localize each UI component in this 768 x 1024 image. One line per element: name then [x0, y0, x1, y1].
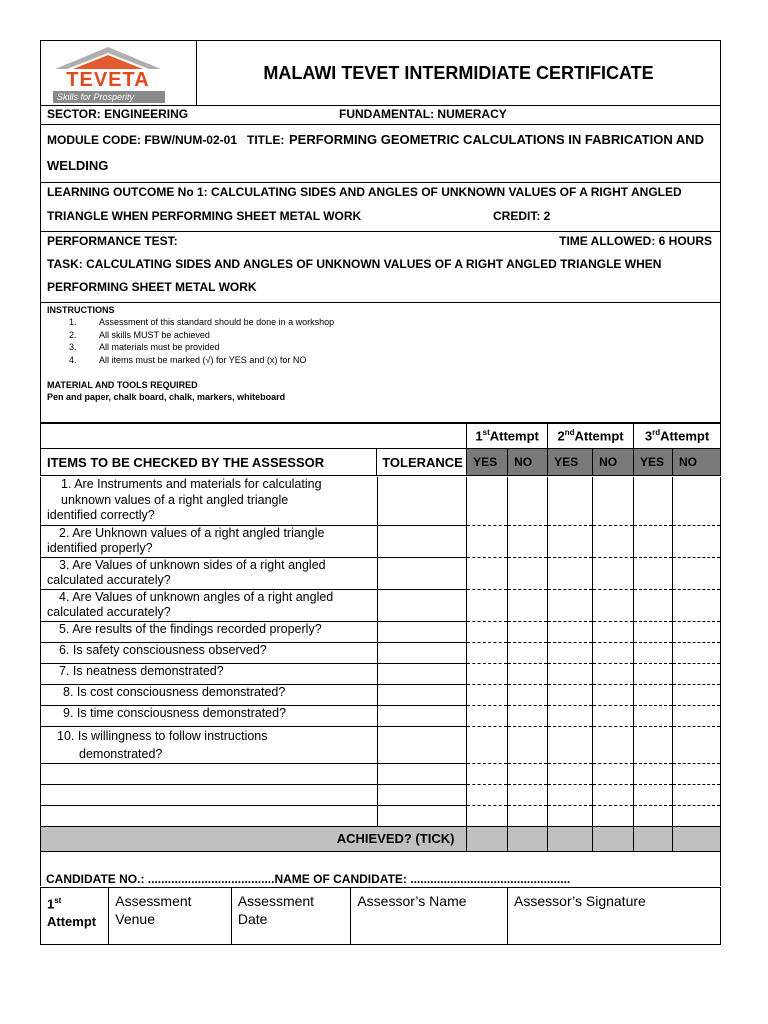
page-title: MALAWI TEVET INTERMIDIATE CERTIFICATE	[263, 63, 654, 83]
instruction-item: 1. Assessment of this standard should be done in a workshop	[69, 317, 335, 327]
yes-tick-cell[interactable]	[548, 589, 593, 621]
table-row	[41, 726, 721, 763]
table-row	[41, 557, 721, 589]
no-tick-cell[interactable]	[593, 663, 634, 684]
module-title-part2: WELDING	[47, 158, 109, 173]
checklist-body	[40, 477, 721, 852]
checklist-item-text: 2. Are Unknown values of a right angled triangle	[59, 525, 325, 540]
no-tick-cell[interactable]	[593, 642, 634, 663]
checklist-item-cell	[41, 684, 378, 705]
attempt1-header: 1stAttempt	[467, 424, 548, 449]
logo-area	[41, 41, 197, 105]
no-tick-cell[interactable]	[593, 705, 634, 726]
materials-heading: MATERIAL AND TOOLS REQUIRED	[47, 380, 198, 390]
no-tick-cell[interactable]	[593, 763, 634, 784]
yes-tick-cell[interactable]	[548, 557, 593, 589]
yes-header: YES	[548, 449, 593, 476]
candidate-area-border	[40, 840, 721, 886]
checklist-item-text: identified correctly?	[47, 508, 155, 522]
tolerance-cell[interactable]	[377, 663, 467, 684]
no-tick-cell[interactable]	[508, 589, 548, 621]
no-tick-cell[interactable]	[508, 726, 548, 763]
no-tick-cell[interactable]	[673, 589, 721, 621]
yes-tick-cell[interactable]	[634, 784, 673, 805]
no-tick-cell[interactable]	[673, 663, 721, 684]
task-line2: PERFORMING SHEET METAL WORK	[47, 280, 257, 294]
no-tick-cell[interactable]	[593, 684, 634, 705]
checklist-item-text: 4. Are Values of unknown angles of a right angled	[59, 589, 334, 604]
logo-tagline-bar	[53, 91, 165, 103]
module-code: MODULE CODE: FBW/NUM-02-01 TITLE:	[47, 133, 288, 147]
checklist-item-cell	[41, 726, 378, 763]
yes-tick-cell[interactable]	[467, 557, 508, 589]
yes-tick-cell[interactable]	[634, 621, 673, 642]
form-header	[40, 40, 721, 106]
checklist-item-cell	[41, 663, 378, 684]
fundamental-label: FUNDAMENTAL: NUMERACY	[339, 107, 507, 121]
yes-tick-cell[interactable]	[548, 784, 593, 805]
checklist-item-text: unknown values of a right angled triangle	[61, 492, 289, 507]
table-row	[41, 621, 721, 642]
assessment-venue-cell: Assessment Venue	[109, 888, 232, 945]
materials-text: Pen and paper, chalk board, chalk, markers, whiteboard	[47, 392, 286, 402]
yes-tick-cell[interactable]	[634, 477, 673, 525]
candidate-line: CANDIDATE NO.: ......................................NAME OF CANDIDATE: ................................................	[46, 872, 571, 886]
items-header: ITEMS TO BE CHECKED BY THE ASSESSOR	[41, 449, 377, 476]
checklist-item-text: 7. Is neatness demonstrated?	[59, 663, 224, 678]
no-tick-cell[interactable]	[508, 477, 548, 525]
assessor-signature-cell: Assessor’s Signature	[508, 888, 721, 945]
assessor-name-cell: Assessor’s Name	[351, 888, 508, 945]
instruction-item: 3. All materials must be provided	[69, 342, 220, 352]
no-tick-cell[interactable]	[673, 684, 721, 705]
instructions-list	[69, 316, 334, 366]
table-row	[41, 477, 721, 525]
yes-tick-cell[interactable]	[634, 726, 673, 763]
table-row	[41, 589, 721, 621]
tolerance-header: TOLERANCE	[377, 449, 467, 476]
yes-tick-cell[interactable]	[634, 663, 673, 684]
yes-tick-cell[interactable]	[467, 477, 508, 525]
no-tick-cell[interactable]	[593, 621, 634, 642]
no-tick-cell[interactable]	[593, 805, 634, 826]
footer-attempt-cell: 1st Attempt	[41, 888, 109, 945]
no-tick-cell[interactable]	[508, 805, 548, 826]
no-tick-cell[interactable]	[673, 805, 721, 826]
tolerance-cell[interactable]	[377, 621, 467, 642]
checklist-item-text: 10. Is willingness to follow instructions	[57, 728, 268, 743]
tolerance-cell[interactable]	[377, 705, 467, 726]
module-title-part1: PERFORMING GEOMETRIC CALCULATIONS IN FABRICATION AND	[289, 132, 705, 147]
yes-tick-cell[interactable]	[634, 684, 673, 705]
performance-test-row	[40, 232, 721, 303]
yes-tick-cell[interactable]	[548, 477, 593, 525]
no-tick-cell[interactable]	[508, 705, 548, 726]
yes-tick-cell[interactable]	[548, 663, 593, 684]
checklist-item-text: calculated accurately?	[47, 605, 171, 619]
yes-tick-cell[interactable]	[548, 621, 593, 642]
yes-tick-cell[interactable]	[467, 589, 508, 621]
no-header: NO	[673, 449, 721, 476]
time-allowed: TIME ALLOWED: 6 HOURS	[559, 234, 712, 248]
assessment-footer-table	[40, 887, 721, 945]
checklist-item-text: 1. Are Instruments and materials for calculating	[61, 477, 322, 491]
logo-roof-icon	[53, 45, 163, 71]
checklist-item-text: identified properly?	[47, 541, 153, 555]
checklist-table	[40, 423, 721, 476]
sector-row	[40, 105, 721, 125]
yes-tick-cell[interactable]	[548, 525, 593, 557]
checklist-item-text: 6. Is safety consciousness observed?	[59, 642, 267, 657]
sector-label: SECTOR: ENGINEERING	[47, 107, 189, 121]
checklist-item-cell	[41, 621, 378, 642]
no-tick-cell[interactable]	[673, 477, 721, 525]
logo-tagline: Skills for Prosperity	[57, 92, 135, 102]
yes-tick-cell[interactable]	[548, 763, 593, 784]
tolerance-cell[interactable]	[377, 557, 467, 589]
no-tick-cell[interactable]	[508, 642, 548, 663]
table-row	[41, 784, 721, 805]
no-tick-cell[interactable]	[673, 726, 721, 763]
checklist-item-text: 8. Is cost consciousness demonstrated?	[63, 684, 286, 699]
achieved-label: ACHIEVED? (TICK)	[41, 826, 467, 851]
task-line1: TASK: CALCULATING SIDES AND ANGLES OF UNKNOWN VALUES OF A RIGHT ANGLED TRIANGLE WHEN	[47, 257, 662, 271]
no-tick-cell[interactable]	[673, 705, 721, 726]
no-tick-cell[interactable]	[508, 557, 548, 589]
learning-outcome-line2: TRIANGLE WHEN PERFORMING SHEET METAL WORK	[47, 209, 362, 223]
no-tick-cell[interactable]	[673, 642, 721, 663]
yes-tick-cell[interactable]	[634, 763, 673, 784]
assessment-date-cell: Assessment Date	[231, 888, 351, 945]
yes-tick-cell[interactable]	[467, 763, 508, 784]
checklist-item-cell	[41, 763, 378, 784]
attempt3-header: 3rdAttempt	[634, 424, 721, 449]
performance-test-label: PERFORMANCE TEST:	[47, 234, 178, 248]
logo-text: TEVETA	[66, 69, 150, 91]
checklist-item-text: demonstrated?	[79, 746, 163, 761]
tolerance-cell[interactable]	[377, 589, 467, 621]
yes-tick-cell[interactable]	[548, 726, 593, 763]
no-tick-cell[interactable]	[508, 663, 548, 684]
checklist-rows	[40, 477, 721, 852]
tolerance-cell[interactable]	[377, 477, 467, 525]
table-row	[41, 663, 721, 684]
no-tick-cell[interactable]	[673, 557, 721, 589]
checklist-item-cell	[41, 642, 378, 663]
checklist-item-text: 5. Are results of the findings recorded properly?	[59, 621, 322, 636]
yes-tick-cell[interactable]	[467, 621, 508, 642]
yes-tick-cell[interactable]	[467, 525, 508, 557]
checklist-item-cell	[41, 557, 378, 589]
no-tick-cell[interactable]	[673, 763, 721, 784]
yes-header: YES	[467, 449, 508, 476]
yes-tick-cell[interactable]	[467, 726, 508, 763]
checklist-item-cell	[41, 805, 378, 826]
no-tick-cell[interactable]	[508, 621, 548, 642]
tolerance-cell[interactable]	[377, 684, 467, 705]
yes-tick-cell[interactable]	[634, 705, 673, 726]
instructions-heading: INSTRUCTIONS	[47, 305, 115, 315]
no-header: NO	[593, 449, 634, 476]
checklist-item-cell	[41, 477, 378, 525]
instruction-item: 4. All items must be marked (√) for YES and (x) for NO	[69, 354, 307, 365]
yes-tick-cell[interactable]	[634, 557, 673, 589]
no-tick-cell[interactable]	[593, 525, 634, 557]
yes-tick-cell[interactable]	[634, 589, 673, 621]
tolerance-cell[interactable]	[377, 726, 467, 763]
checklist-item-cell	[41, 705, 378, 726]
no-tick-cell[interactable]	[593, 784, 634, 805]
tolerance-cell[interactable]	[377, 805, 467, 826]
tolerance-cell[interactable]	[377, 763, 467, 784]
no-tick-cell[interactable]	[508, 784, 548, 805]
table-row	[41, 684, 721, 705]
no-tick-cell[interactable]	[593, 557, 634, 589]
no-tick-cell[interactable]	[593, 726, 634, 763]
no-tick-cell[interactable]	[673, 525, 721, 557]
tolerance-cell[interactable]	[377, 784, 467, 805]
checklist-item-text: 3. Are Values of unknown sides of a right angled	[59, 557, 326, 572]
yes-tick-cell[interactable]	[467, 705, 508, 726]
learning-outcome-line1: LEARNING OUTCOME No 1: CALCULATING SIDES AND ANGLES OF UNKNOWN VALUES OF A RIGHT ANGLED	[47, 185, 682, 199]
yes-tick-cell[interactable]	[467, 784, 508, 805]
no-tick-cell[interactable]	[673, 621, 721, 642]
no-header: NO	[508, 449, 548, 476]
checklist-item-cell	[41, 525, 378, 557]
columns-header-row	[41, 449, 721, 476]
yes-tick-cell[interactable]	[634, 805, 673, 826]
attempts-header-row	[41, 424, 721, 449]
table-row	[41, 763, 721, 784]
yes-tick-cell[interactable]	[634, 642, 673, 663]
no-tick-cell[interactable]	[508, 684, 548, 705]
no-tick-cell[interactable]	[673, 784, 721, 805]
tolerance-cell[interactable]	[377, 525, 467, 557]
yes-tick-cell[interactable]	[467, 663, 508, 684]
yes-tick-cell[interactable]	[548, 642, 593, 663]
attempt2-header: 2ndAttempt	[548, 424, 634, 449]
no-tick-cell[interactable]	[508, 525, 548, 557]
no-tick-cell[interactable]	[508, 763, 548, 784]
yes-header: YES	[634, 449, 673, 476]
no-tick-cell[interactable]	[593, 589, 634, 621]
no-tick-cell[interactable]	[593, 477, 634, 525]
checklist-item-cell	[41, 589, 378, 621]
checklist-item-text: calculated accurately?	[47, 573, 171, 587]
table-row	[41, 705, 721, 726]
credit-label: CREDIT: 2	[493, 209, 551, 223]
yes-tick-cell[interactable]	[634, 525, 673, 557]
yes-tick-cell[interactable]	[467, 684, 508, 705]
tolerance-cell[interactable]	[377, 642, 467, 663]
instruction-item: 2. All skills MUST be achieved	[69, 329, 210, 340]
yes-tick-cell[interactable]	[548, 684, 593, 705]
table-row	[41, 525, 721, 557]
yes-tick-cell[interactable]	[467, 805, 508, 826]
learning-outcome-row	[40, 183, 721, 232]
table-row	[41, 805, 721, 826]
checklist-item-text: 9. Is time consciousness demonstrated?	[63, 705, 287, 720]
checklist-item-cell	[41, 784, 378, 805]
table-row	[41, 642, 721, 663]
yes-tick-cell[interactable]	[467, 642, 508, 663]
instructions-section	[40, 303, 721, 423]
module-row	[40, 125, 721, 183]
yes-tick-cell[interactable]	[548, 705, 593, 726]
yes-tick-cell[interactable]	[548, 805, 593, 826]
